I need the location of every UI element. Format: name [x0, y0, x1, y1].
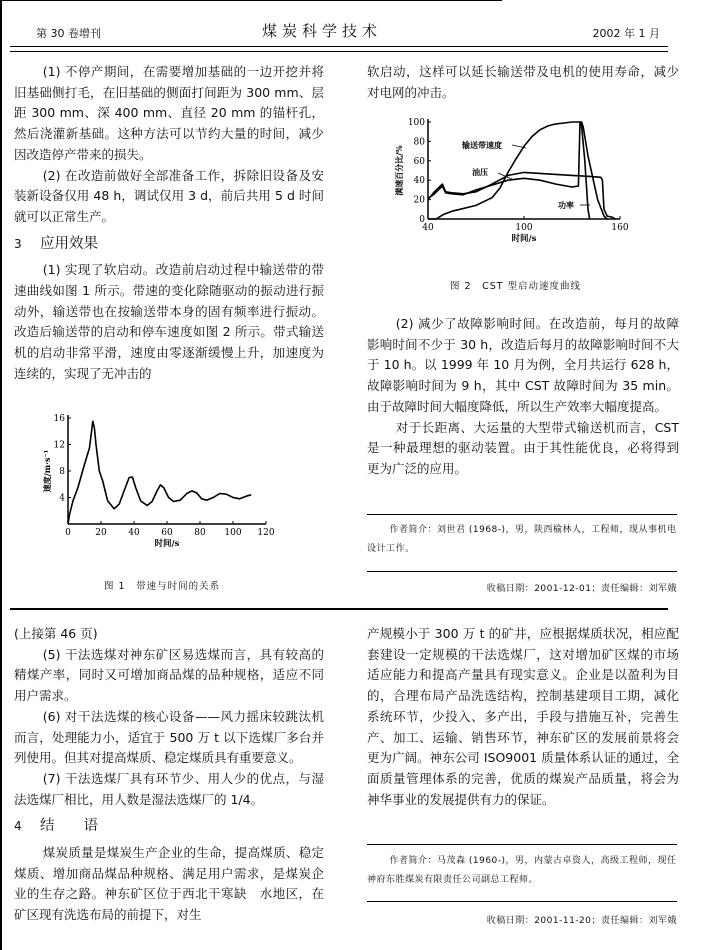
paragraph: (7) 干法选煤厂具有环节少、用人少的优点，与湿法选煤厂相比，用人数是湿法选煤厂的 1/4。: [14, 770, 324, 807]
article1-left-column: [14, 62, 324, 385]
running-header: [12, 18, 672, 48]
x-tick-label: 20: [95, 528, 107, 538]
note-rule: [367, 571, 677, 572]
note-rule: [367, 844, 677, 845]
figure-2-caption: 图 2 CST 型启动速度曲线: [450, 281, 582, 292]
x-axis-label: 时间/s: [511, 234, 537, 244]
paragraph: (1) 不停产期间，在需要增加基础的一边开挖并将旧基础侧打毛，在旧基础的侧面打间距为 300 mm、层距 300 mm、深 400 mm、直径 20 mm 的锚杆孔，然后浇灌新基础。这种方法可以节约大量的时间，减少因改造停产带来的损失。: [14, 64, 324, 162]
figure-2-chart: [394, 112, 644, 247]
article2-right-column: [367, 624, 679, 810]
y-tick-label: 100: [407, 118, 425, 128]
paragraph: 软启动，这样可以延长输送带及电机的使用寿命，减少对电网的冲击。: [367, 64, 679, 100]
x-tick-label: 0: [65, 528, 71, 538]
x-tick-label: 100: [224, 528, 242, 538]
page-border: [0, 0, 2, 950]
x-tick-label: 120: [257, 528, 275, 538]
y-tick-label: 20: [413, 195, 425, 206]
article1-right-column-lower: [367, 314, 679, 480]
x-tick-label: 40: [422, 223, 434, 233]
received-info: 收稿日期：2001-11-20；责任编辑：刘军娥: [486, 916, 677, 926]
issue-date: 2002 年 1 月: [592, 27, 660, 40]
section-heading-4: [14, 816, 324, 837]
article2-left-column: [14, 624, 324, 926]
y-tick-label: 60: [413, 156, 425, 167]
paragraph: (2) 减少了故障影响时间。在改造前，每月的故障影响时间不少于 30 h，改造后每月的故障影响时间不大于 10 h。以 1999 年 10 月为例，全月共运行 628 h，故障影响时间为 9 h，其中 CST 故障时间为 35 min。由于故障时间大幅度降低，所以生产效率大幅度提高。: [367, 316, 679, 414]
paragraph: 对于长距离、大运量的大型带式输送机而言，CST 是一种最理想的驱动装置。由于其性能优良，必将得到更为广泛的应用。: [367, 419, 679, 476]
series-annotation: 油压: [472, 167, 488, 177]
note-rule: [367, 514, 677, 515]
paragraph: 煤炭质量是煤炭生产企业的生命，提高煤质、稳定煤质、增加商品煤品种规格、满足用户需求，是煤炭企业的生存之路。神东矿区位于西北干寒缺 水地区，在矿区现有洗选布局的前提下，对生: [14, 845, 324, 923]
y-tick-label: 40: [413, 176, 425, 187]
y-tick-label: 8: [59, 467, 65, 477]
note-rule: [367, 901, 677, 902]
page-border-top: [0, 0, 502, 1]
section-number: 4: [14, 819, 22, 834]
series-annotation: 功率: [558, 200, 574, 210]
volume-label: 第 30 卷增刊: [36, 27, 101, 40]
x-tick-label: 40: [128, 528, 140, 538]
paragraph: 产规模小于 300 万 t 的矿井，应根据煤质状况，相应配套建设一定规模的干法选煤厂，这对增加矿区煤的市场适应能力和提高产量具有现实意义。企业是以盈利为目的，合理布局产品洗选结构，控制基建项目工期，减化系统环节，少投入、多产出，手段与措施互补，完善生产、加工、运输、销售环节，神东矿区的发展前景将会更为广阔。神东公司 ISO9001 质量体系认证的通过，全面质量管理体系的完善，优质的煤炭产品质量，将会为神华事业的发展提供有力的保证。: [367, 626, 679, 807]
y-tick-label: 12: [53, 440, 65, 451]
header-double-rule: [10, 46, 668, 52]
paragraph: (5) 干法选煤对神东矿区易选煤而言，具有较高的精煤产率，同时又可增加商品煤的品种规格，适应不同用户需求。: [14, 646, 324, 704]
received-info: 收稿日期：2001-12-01；责任编辑：刘军娥: [486, 584, 677, 594]
y-tick-label: 80: [413, 137, 425, 148]
y-tick-label: 16: [53, 414, 65, 424]
figure-1-chart: [38, 408, 278, 558]
author-note: [367, 852, 677, 890]
author-bio: 作者简介：马茂森 (1960-)，男，内蒙古卓资人，高级工程师，现任神府东胜煤炭有限责任公司副总工程师。: [367, 856, 677, 885]
y-axis-label: 满速百分比/%: [394, 145, 404, 196]
article-separator: [10, 608, 668, 610]
series-line-带速: [68, 421, 251, 524]
continued-from: (上接第 46 页): [14, 626, 98, 641]
journal-title: 煤炭科学技术: [261, 22, 382, 40]
x-tick-label: 60: [161, 528, 173, 538]
x-tick-label: 100: [515, 223, 533, 233]
paragraph: (1) 实现了软启动。改造前启动过程中输送带的带速曲线如图 1 所示。带速的变化除随驱动的振动进行振动外，输送带也在按输送带本身的固有频率进行振动。改造后输送带的启动和停车速度如图 2 所示。带式输送机的启动非常平滑，速度由零逐渐缓慢上升，加速度为连续的，实现了无冲击的: [14, 262, 324, 381]
x-tick-label: 80: [194, 528, 206, 538]
y-tick-label: 0: [419, 215, 425, 225]
paragraph: (6) 对干法选煤的核心设备——风力摇床较跳汰机而言，处理能力小，适宜于 500 万 t 以下选煤厂多台并列使用。但其对提高煤质、稳定煤质具有重要意义。: [14, 708, 324, 766]
x-axis-label: 时间/s: [154, 539, 180, 549]
article1-right-column: [367, 62, 679, 103]
y-tick-label: 4: [59, 493, 65, 504]
figure-1-caption: 图 1 带速与时间的关系: [104, 581, 221, 592]
section-heading-3: [14, 234, 324, 255]
author-bio: 作者简介：刘世君 (1968-)，男，陕西榆林人，工程师，现从事机电设计工作。: [367, 525, 677, 554]
section-number: 3: [14, 236, 22, 251]
series-annotation: 输送带速度: [462, 140, 502, 150]
author-note: [367, 521, 677, 559]
paragraph: (2) 在改造前做好全部准备工作，拆除旧设备及安装新设备仅用 48 h，调试仅用 3 d，前后共用 5 d 时间就可以正常生产。: [14, 167, 324, 224]
section-title: 应用效果: [40, 235, 98, 252]
section-title: 结 语: [40, 818, 98, 835]
y-axis-label: 速度/m·s⁻¹: [42, 449, 52, 493]
x-tick-label: 160: [611, 223, 629, 233]
